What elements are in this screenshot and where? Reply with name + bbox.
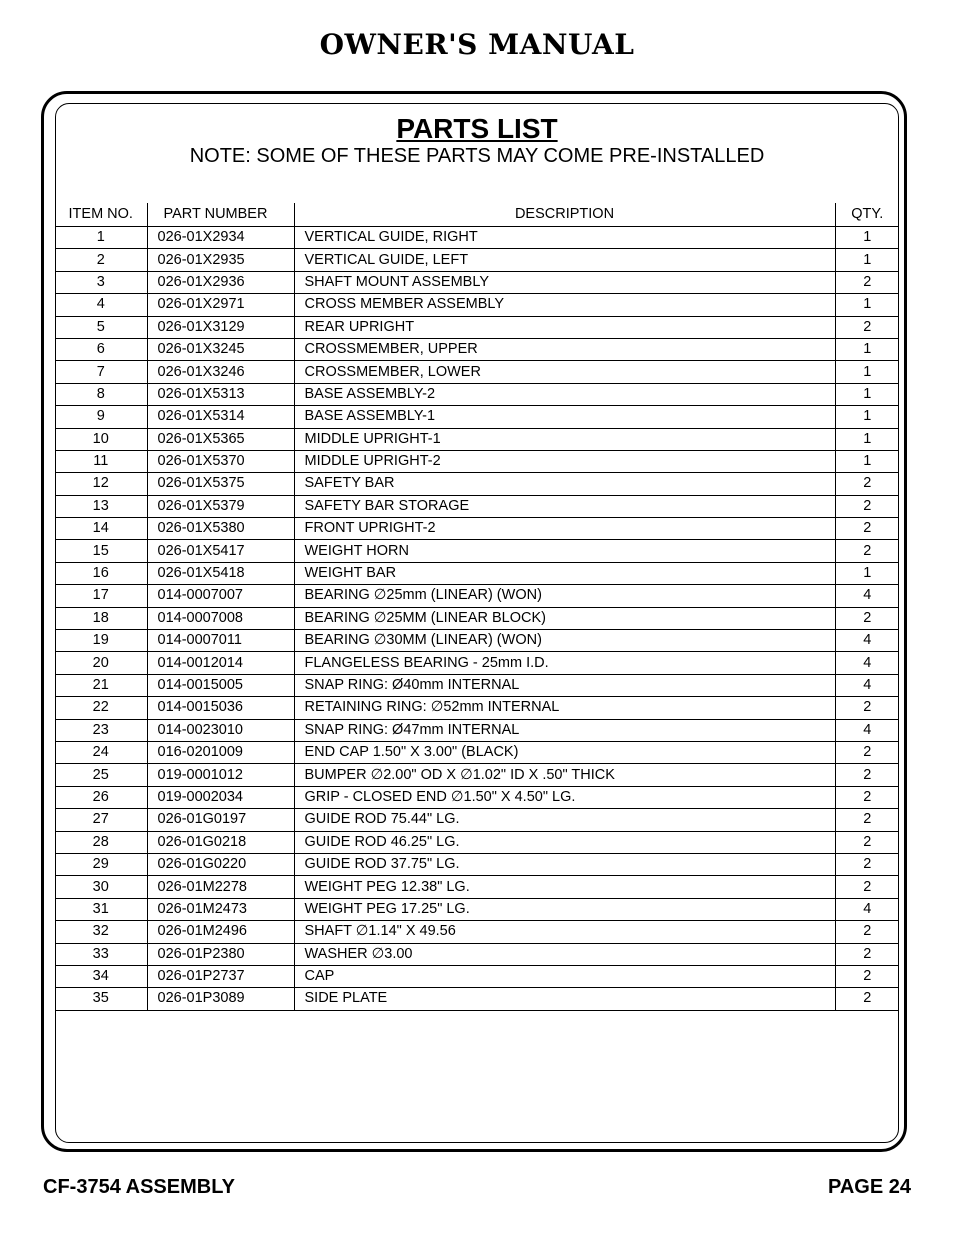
cell-part-number: 026-01X2934 (147, 227, 294, 249)
cell-part-number: 026-01X5375 (147, 473, 294, 495)
cell-qty: 4 (835, 719, 899, 741)
footer-page-number: PAGE 24 (828, 1176, 911, 1198)
cell-description: BUMPER ∅2.00" OD X ∅1.02" ID X .50" THICK (294, 764, 835, 786)
cell-qty: 2 (835, 316, 899, 338)
cell-item-no: 16 (55, 562, 147, 584)
table-row (55, 518, 899, 540)
table-row (55, 741, 899, 763)
cell-part-number: 014-0012014 (147, 652, 294, 674)
column-header-qty: QTY. (835, 203, 899, 227)
cell-part-number: 026-01P3089 (147, 988, 294, 1010)
cell-part-number: 026-01G0218 (147, 831, 294, 853)
cell-description: WEIGHT BAR (294, 562, 835, 584)
cell-part-number: 026-01M2278 (147, 876, 294, 898)
cell-qty: 2 (835, 965, 899, 987)
table-row (55, 764, 899, 786)
cell-qty: 1 (835, 249, 899, 271)
cell-part-number: 026-01G0197 (147, 809, 294, 831)
cell-part-number: 019-0002034 (147, 786, 294, 808)
cell-item-no: 11 (55, 450, 147, 472)
cell-part-number: 019-0001012 (147, 764, 294, 786)
cell-qty: 4 (835, 674, 899, 696)
table-row (55, 227, 899, 249)
cell-qty: 2 (835, 607, 899, 629)
cell-qty: 2 (835, 495, 899, 517)
cell-description: WEIGHT HORN (294, 540, 835, 562)
cell-part-number: 026-01X2971 (147, 294, 294, 316)
cell-part-number: 014-0007011 (147, 630, 294, 652)
table-row (55, 921, 899, 943)
cell-description: WEIGHT PEG 17.25" LG. (294, 898, 835, 920)
cell-description: CAP (294, 965, 835, 987)
table-row (55, 249, 899, 271)
cell-item-no: 8 (55, 383, 147, 405)
table-row (55, 406, 899, 428)
cell-item-no: 34 (55, 965, 147, 987)
cell-qty: 4 (835, 630, 899, 652)
cell-part-number: 014-0015005 (147, 674, 294, 696)
table-empty-row (55, 1010, 899, 1141)
column-header-description: DESCRIPTION (294, 203, 835, 227)
cell-item-no: 10 (55, 428, 147, 450)
cell-item-no: 22 (55, 697, 147, 719)
cell-part-number: 026-01X3129 (147, 316, 294, 338)
table-row (55, 294, 899, 316)
cell-part-number: 026-01X5417 (147, 540, 294, 562)
cell-description: WEIGHT PEG 12.38" LG. (294, 876, 835, 898)
cell-description: END CAP 1.50" X 3.00" (BLACK) (294, 741, 835, 763)
cell-qty: 2 (835, 764, 899, 786)
cell-description: FRONT UPRIGHT-2 (294, 518, 835, 540)
cell-part-number: 026-01X5370 (147, 450, 294, 472)
manual-title: OWNER'S MANUAL (319, 28, 635, 61)
cell-description: GUIDE ROD 46.25" LG. (294, 831, 835, 853)
cell-part-number: 026-01X3246 (147, 361, 294, 383)
parts-list-note: NOTE: SOME OF THESE PARTS MAY COME PRE-INSTALLED (189, 145, 765, 167)
cell-item-no: 32 (55, 921, 147, 943)
footer-assembly-label: CF-3754 ASSEMBLY (43, 1176, 235, 1198)
cell-item-no: 21 (55, 674, 147, 696)
cell-part-number: 014-0007008 (147, 607, 294, 629)
cell-part-number: 026-01G0220 (147, 853, 294, 875)
cell-description: CROSS MEMBER ASSEMBLY (294, 294, 835, 316)
cell-item-no: 15 (55, 540, 147, 562)
cell-item-no: 23 (55, 719, 147, 741)
cell-part-number: 026-01P2737 (147, 965, 294, 987)
cell-qty: 2 (835, 921, 899, 943)
cell-item-no: 14 (55, 518, 147, 540)
cell-part-number: 026-01X5365 (147, 428, 294, 450)
cell-qty: 2 (835, 741, 899, 763)
cell-part-number: 026-01X2936 (147, 271, 294, 293)
cell-item-no: 9 (55, 406, 147, 428)
cell-description: SHAFT MOUNT ASSEMBLY (294, 271, 835, 293)
parts-table-body (55, 227, 899, 1011)
cell-item-no: 19 (55, 630, 147, 652)
cell-part-number: 026-01M2473 (147, 898, 294, 920)
cell-item-no: 24 (55, 741, 147, 763)
cell-description: GUIDE ROD 37.75" LG. (294, 853, 835, 875)
cell-qty: 1 (835, 338, 899, 360)
table-row (55, 338, 899, 360)
cell-description: MIDDLE UPRIGHT-2 (294, 450, 835, 472)
cell-part-number: 026-01X5313 (147, 383, 294, 405)
cell-qty: 4 (835, 898, 899, 920)
table-row (55, 786, 899, 808)
cell-part-number: 026-01X2935 (147, 249, 294, 271)
table-row (55, 943, 899, 965)
cell-item-no: 29 (55, 853, 147, 875)
cell-item-no: 27 (55, 809, 147, 831)
cell-part-number: 026-01X3245 (147, 338, 294, 360)
cell-description: FLANGELESS BEARING - 25mm I.D. (294, 652, 835, 674)
table-row (55, 630, 899, 652)
table-row (55, 988, 899, 1010)
cell-qty: 1 (835, 406, 899, 428)
table-row (55, 853, 899, 875)
table-row (55, 450, 899, 472)
cell-qty: 2 (835, 876, 899, 898)
cell-qty: 2 (835, 831, 899, 853)
cell-item-no: 6 (55, 338, 147, 360)
cell-qty: 1 (835, 294, 899, 316)
cell-qty: 1 (835, 450, 899, 472)
cell-qty: 2 (835, 853, 899, 875)
table-row (55, 898, 899, 920)
cell-item-no: 5 (55, 316, 147, 338)
cell-description: SHAFT ∅1.14" X 49.56 (294, 921, 835, 943)
cell-qty: 2 (835, 540, 899, 562)
table-row (55, 361, 899, 383)
parts-table (55, 203, 899, 1141)
cell-part-number: 014-0015036 (147, 697, 294, 719)
cell-item-no: 3 (55, 271, 147, 293)
table-row (55, 473, 899, 495)
cell-description: SAFETY BAR (294, 473, 835, 495)
cell-item-no: 12 (55, 473, 147, 495)
cell-qty: 1 (835, 361, 899, 383)
cell-description: SNAP RING: Ø40mm INTERNAL (294, 674, 835, 696)
cell-description: BASE ASSEMBLY-2 (294, 383, 835, 405)
cell-description: BASE ASSEMBLY-1 (294, 406, 835, 428)
cell-part-number: 014-0007007 (147, 585, 294, 607)
cell-description: REAR UPRIGHT (294, 316, 835, 338)
cell-description: GRIP - CLOSED END ∅1.50" X 4.50" LG. (294, 786, 835, 808)
cell-qty: 2 (835, 271, 899, 293)
cell-item-no: 33 (55, 943, 147, 965)
parts-list-title: PARTS LIST (396, 113, 558, 144)
table-row (55, 428, 899, 450)
cell-part-number: 026-01X5314 (147, 406, 294, 428)
cell-item-no: 18 (55, 607, 147, 629)
cell-qty: 2 (835, 943, 899, 965)
table-row (55, 876, 899, 898)
table-row (55, 965, 899, 987)
cell-item-no: 28 (55, 831, 147, 853)
table-row (55, 697, 899, 719)
cell-qty: 2 (835, 473, 899, 495)
cell-description: CROSSMEMBER, UPPER (294, 338, 835, 360)
table-row (55, 540, 899, 562)
table-row (55, 674, 899, 696)
cell-qty: 1 (835, 383, 899, 405)
table-row (55, 562, 899, 584)
cell-item-no: 26 (55, 786, 147, 808)
cell-qty: 1 (835, 227, 899, 249)
cell-description: SNAP RING: Ø47mm INTERNAL (294, 719, 835, 741)
cell-description: VERTICAL GUIDE, LEFT (294, 249, 835, 271)
cell-item-no: 1 (55, 227, 147, 249)
table-row (55, 383, 899, 405)
cell-item-no: 20 (55, 652, 147, 674)
cell-item-no: 4 (55, 294, 147, 316)
cell-part-number: 014-0023010 (147, 719, 294, 741)
cell-description: GUIDE ROD 75.44" LG. (294, 809, 835, 831)
cell-qty: 2 (835, 697, 899, 719)
cell-qty: 2 (835, 786, 899, 808)
table-header-row (55, 203, 899, 227)
cell-qty: 2 (835, 988, 899, 1010)
cell-item-no: 30 (55, 876, 147, 898)
column-header-item-no: ITEM NO. (55, 203, 147, 227)
cell-description: BEARING ∅25MM (LINEAR BLOCK) (294, 607, 835, 629)
cell-qty: 1 (835, 562, 899, 584)
table-row (55, 652, 899, 674)
table-row (55, 585, 899, 607)
column-header-part-number: PART NUMBER (147, 203, 294, 227)
cell-part-number: 026-01P2380 (147, 943, 294, 965)
cell-description: RETAINING RING: ∅52mm INTERNAL (294, 697, 835, 719)
cell-part-number: 026-01X5380 (147, 518, 294, 540)
cell-item-no: 17 (55, 585, 147, 607)
cell-description: MIDDLE UPRIGHT-1 (294, 428, 835, 450)
cell-description: SAFETY BAR STORAGE (294, 495, 835, 517)
table-row (55, 831, 899, 853)
cell-item-no: 7 (55, 361, 147, 383)
cell-description: CROSSMEMBER, LOWER (294, 361, 835, 383)
cell-qty: 4 (835, 585, 899, 607)
cell-part-number: 016-0201009 (147, 741, 294, 763)
cell-description: BEARING ∅30MM (LINEAR) (WON) (294, 630, 835, 652)
table-row (55, 809, 899, 831)
cell-item-no: 25 (55, 764, 147, 786)
cell-description: WASHER ∅3.00 (294, 943, 835, 965)
table-row (55, 495, 899, 517)
table-row (55, 607, 899, 629)
table-row (55, 719, 899, 741)
cell-qty: 2 (835, 809, 899, 831)
cell-description: BEARING ∅25mm (LINEAR) (WON) (294, 585, 835, 607)
cell-item-no: 35 (55, 988, 147, 1010)
cell-part-number: 026-01M2496 (147, 921, 294, 943)
cell-item-no: 2 (55, 249, 147, 271)
cell-part-number: 026-01X5418 (147, 562, 294, 584)
cell-item-no: 31 (55, 898, 147, 920)
table-row (55, 316, 899, 338)
cell-qty: 1 (835, 428, 899, 450)
cell-part-number: 026-01X5379 (147, 495, 294, 517)
cell-qty: 2 (835, 518, 899, 540)
cell-description: SIDE PLATE (294, 988, 835, 1010)
cell-description: VERTICAL GUIDE, RIGHT (294, 227, 835, 249)
table-row (55, 271, 899, 293)
cell-item-no: 13 (55, 495, 147, 517)
cell-qty: 4 (835, 652, 899, 674)
